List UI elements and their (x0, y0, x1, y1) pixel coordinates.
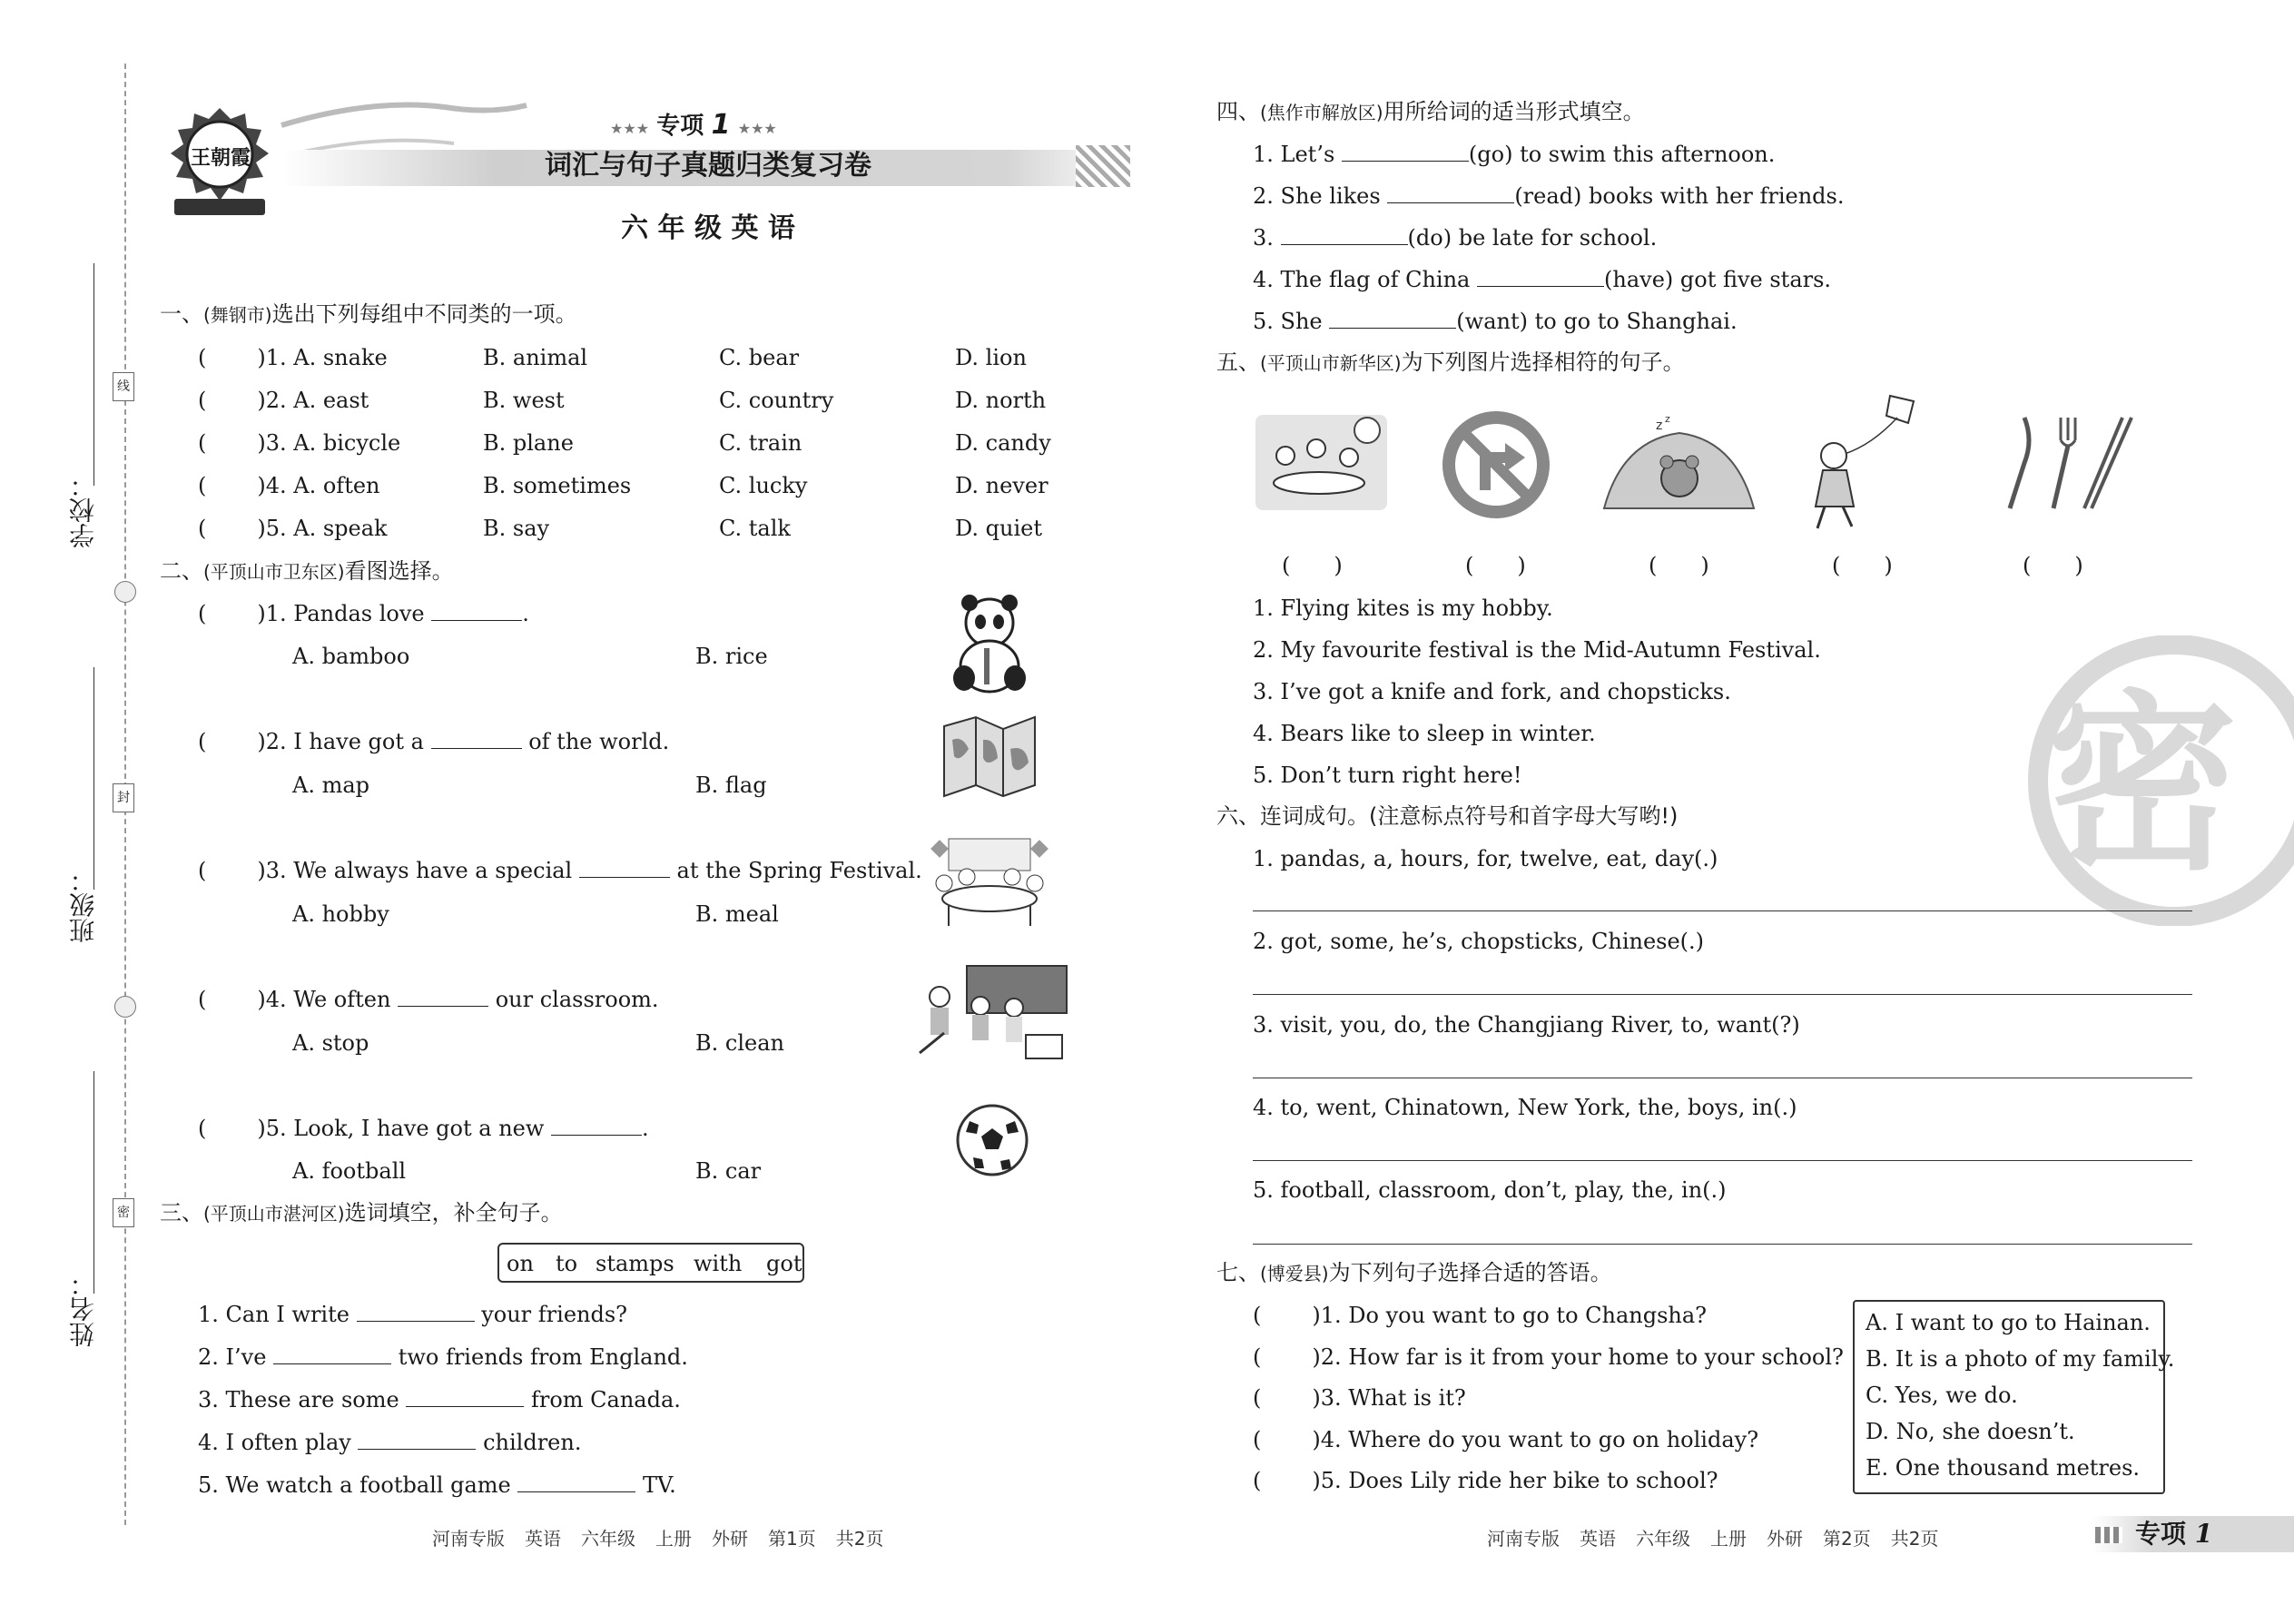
knife-fork-chopsticks-picture (1997, 413, 2142, 513)
word-bank-word: on (507, 1251, 534, 1276)
picture-answer-blank[interactable]: ( ) (2023, 553, 2083, 578)
world-map-picture (940, 713, 1039, 799)
watermark-char: 密 (2047, 674, 2239, 896)
football-picture (955, 1103, 1029, 1177)
word-bank-box (497, 1243, 804, 1283)
no-right-turn-sign-picture (1442, 410, 1551, 519)
section4-item: 3. (do) be late for school. (1253, 225, 1658, 251)
stars-right: ★★★ (737, 120, 777, 137)
answer-option: C. Yes, we do. (1866, 1383, 2018, 1408)
section7-item: ( )4. Where do you want to go on holiday? (1253, 1427, 1759, 1452)
section5-sentence: 4. Bears like to sleep in winter. (1253, 721, 1596, 746)
section3-item: 3. These are some from Canada. (198, 1387, 681, 1412)
section6-heading: 六、连词成句。(注意标点符号和首字母大写哟!) (1216, 803, 1679, 829)
section7-item: ( )3. What is it? (1253, 1385, 1466, 1411)
secret-watermark (2020, 635, 2294, 926)
mid-autumn-family-picture (1251, 410, 1392, 515)
answer-option: B. It is a photo of my family. (1866, 1346, 2175, 1372)
section6-item: 1. pandas, a, hours, for, twelve, eat, day(.) (1253, 846, 1718, 871)
section6-item: 4. to, went, Chinatown, New York, the, boys, in(.) (1253, 1095, 1797, 1120)
section3-heading: 三、(平顶山市湛河区)选词填空，补全句子。 (160, 1200, 563, 1225)
svg-text:z: z (1656, 418, 1663, 433)
section5-sentence: 3. I’ve got a knife and fork, and chopsticks. (1253, 679, 1731, 704)
section4-item: 5. She (want) to go to Shanghai. (1253, 309, 1738, 334)
word-bank-word: got (766, 1251, 802, 1276)
binding-hole-icon (114, 581, 136, 603)
section7-item: ( )2. How far is it from your home to your school? (1253, 1344, 1844, 1370)
section3-item: 4. I often play children. (198, 1430, 582, 1455)
page-title: 词汇与句子真题归类复习卷 (545, 150, 871, 182)
name-label: 姓名： (68, 1271, 98, 1347)
footer-left: 河南专版 英语 六年级 上册 外研 第1页 共2页 (432, 1528, 884, 1550)
answer-write-line[interactable] (1253, 994, 2192, 995)
corner-tag-pattern (2095, 1527, 2122, 1543)
section5-sentence: 5. Don’t turn right here! (1253, 763, 1522, 788)
section7-item: ( )5. Does Lily ride her bike to school? (1253, 1468, 1718, 1493)
girl-flying-kite-picture (1799, 390, 1935, 536)
series-label: 专项 (656, 113, 704, 140)
section5-sentence: 2. My favourite festival is the Mid-Autumn Festival. (1253, 637, 1821, 663)
series-number: 1 (711, 109, 731, 141)
title-banner-pattern (1076, 145, 1130, 187)
cleaning-classroom-picture (912, 962, 1071, 1062)
section4-heading: 四、(焦作市解放区)用所给词的适当形式填空。 (1216, 99, 1645, 124)
section6-item: 5. football, classroom, don’t, play, the, in(.) (1253, 1177, 1727, 1203)
binding-hole-icon (114, 996, 136, 1018)
answer-options-box (1853, 1300, 2175, 1494)
section3-item: 1. Can I write your friends? (198, 1302, 628, 1327)
answer-option: E. One thousand metres. (1866, 1455, 2141, 1481)
answer-write-line[interactable] (1253, 1244, 2192, 1245)
sleeping-bear-picture (1600, 413, 1758, 513)
section6-item: 3. visit, you, do, the Changjiang River, to, want(?) (1253, 1012, 1800, 1038)
word-bank-word: stamps (596, 1251, 674, 1276)
word-bank-word: to (556, 1251, 578, 1276)
seal-mark-line: 线 (113, 372, 134, 401)
corner-tag: 专项 1 (2135, 1519, 2213, 1549)
picture-answer-blank[interactable]: ( ) (1465, 553, 1526, 578)
footer-right: 河南专版 英语 六年级 上册 外研 第2页 共2页 (1487, 1528, 1939, 1550)
section3-item: 5. We watch a football game TV. (198, 1472, 676, 1498)
festival-dinner-picture (926, 833, 1053, 929)
logo-text: 王朝霞 (190, 146, 251, 170)
brand-logo (156, 104, 283, 222)
section4-item: 4. The flag of China (have) got five stars. (1253, 267, 1832, 292)
seal-mark-secret: 密 (113, 1198, 134, 1227)
picture-answer-blank[interactable]: ( ) (1282, 553, 1343, 578)
section4-item: 2. She likes (read) books with her friends. (1253, 183, 1845, 209)
answer-option: A. I want to go to Hainan. (1866, 1310, 2151, 1335)
class-label: 班级： (68, 867, 98, 943)
section6-item: 2. got, some, he’s, chopsticks, Chinese(.) (1253, 929, 1705, 954)
answer-write-line[interactable] (1253, 910, 2192, 911)
seal-mark-seal: 封 (113, 783, 134, 812)
picture-answer-blank[interactable]: ( ) (1832, 553, 1893, 578)
picture-answer-blank[interactable]: ( ) (1649, 553, 1709, 578)
section5-heading: 五、(平顶山市新华区)为下列图片选择相符的句子。 (1216, 349, 1685, 375)
school-label: 学校： (68, 472, 98, 548)
section5-sentence: 1. Flying kites is my hobby. (1253, 595, 1553, 621)
section3-item: 2. I’ve two friends from England. (198, 1344, 688, 1370)
word-bank-word: with (694, 1251, 743, 1276)
section1-heading: 一、(舞钢市)选出下列每组中不同类的一项。 (160, 301, 577, 327)
answer-write-line[interactable] (1253, 1160, 2192, 1161)
section4-item: 1. Let’s (go) to swim this afternoon. (1253, 142, 1776, 167)
answer-option: D. No, she doesn’t. (1866, 1419, 2075, 1444)
series-heading (610, 107, 777, 147)
panda-picture (944, 592, 1035, 696)
svg-text:z: z (1665, 413, 1670, 425)
page-subtitle: 六 年 级 英 语 (621, 212, 795, 244)
section7-heading: 七、(博爱县)为下列句子选择合适的答语。 (1216, 1260, 1612, 1285)
section7-item: ( )1. Do you want to go to Changsha? (1253, 1303, 1708, 1328)
stars-left: ★★★ (610, 120, 650, 137)
section2-heading: 二、(平顶山市卫东区)看图选择。 (160, 558, 454, 584)
